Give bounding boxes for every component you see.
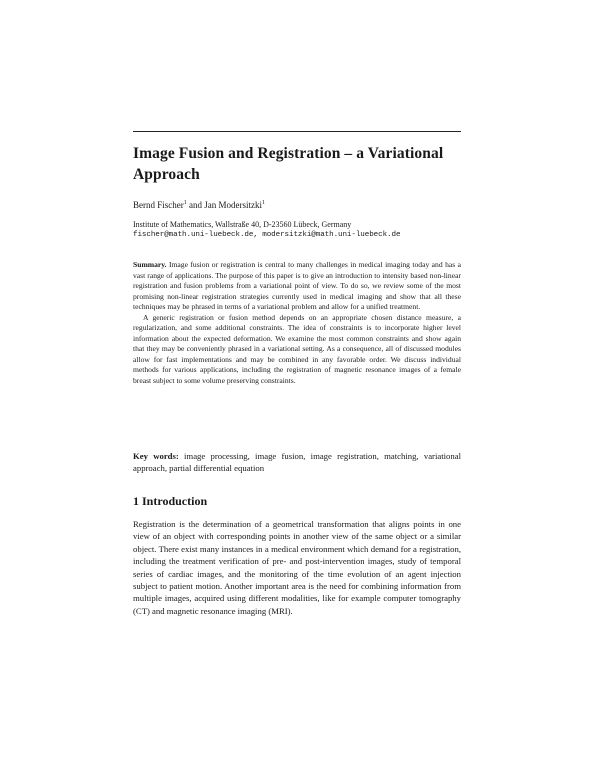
- abstract-text: Image fusion or registration is central to many challenges in medical imaging today and has a vast range of applications. The purpose of this paper is to give an introduction to intensity based non-linear registration and fusion problems from a variational point of view. To do so, we review some of the most promising non-linear registration strategies currently used in medical imaging and show that all these techniques may be phrased in terms of a variational problem and allow for a unified treatment.: [133, 260, 461, 311]
- keywords-text: image processing, image fusion, image registration, matching, variational approach, partial differential equation: [133, 451, 461, 473]
- abstract: [133, 260, 461, 386]
- author-affil-mark: 1: [262, 200, 265, 206]
- section-heading: 1 Introduction: [133, 494, 208, 508]
- author-conjunction: and: [186, 200, 205, 210]
- abstract-label: Summary.: [133, 260, 167, 269]
- abstract-paragraph: A generic registration or fusion method depends on an appropriate chosen distance measure, a regularization, and some additional constraints. The idea of constraints is to incorporate higher level information about the expected deformation. We examine the most common constraints and show again that they may be conveniently phrased in a variational setting. As a consequence, all of discussed modules allow for fast implementations and may be combined in any favorable order. We discuss individual methods for various applications, including the registration of magnetic resonance images of a female breast subject to some volume preserving constraints.: [133, 312, 461, 385]
- affiliation: [133, 219, 463, 241]
- section-body: Registration is the determination of a geometrical transformation that aligns points in one view of an object with corresponding points in another view of the same object or a similar object. There exist many instances in a medical environment which demand for a registration, including the treatment verification of pre- and post-intervention images, study of temporal series of cardiac images, and the monitoring of the time evolution of an agent injection subject to patient motion. Another important area is the need for combining information from multiple images, acquired using different modalities, like for example computer tomography (CT) and magnetic resonance imaging (MRI).: [133, 519, 461, 616]
- author-name: Jan Modersitzki: [204, 200, 262, 210]
- authors-line: [133, 197, 463, 211]
- abstract-paragraph: [133, 260, 461, 313]
- author-affil-mark: 1: [183, 200, 187, 206]
- keywords: [133, 450, 461, 474]
- keywords-label: Key words:: [133, 451, 179, 461]
- paper-title: Image Fusion and Registration – a Variational Approach: [133, 145, 444, 183]
- institute-address: Institute of Mathematics, Wallstraße 40, D-23560 Lübeck, Germany: [133, 220, 352, 229]
- author-emails: fischer@math.uni-luebeck.de, modersitzki@math.uni-luebeck.de: [133, 231, 401, 239]
- top-rule: [133, 131, 461, 132]
- author-name: Bernd Fischer: [133, 200, 184, 210]
